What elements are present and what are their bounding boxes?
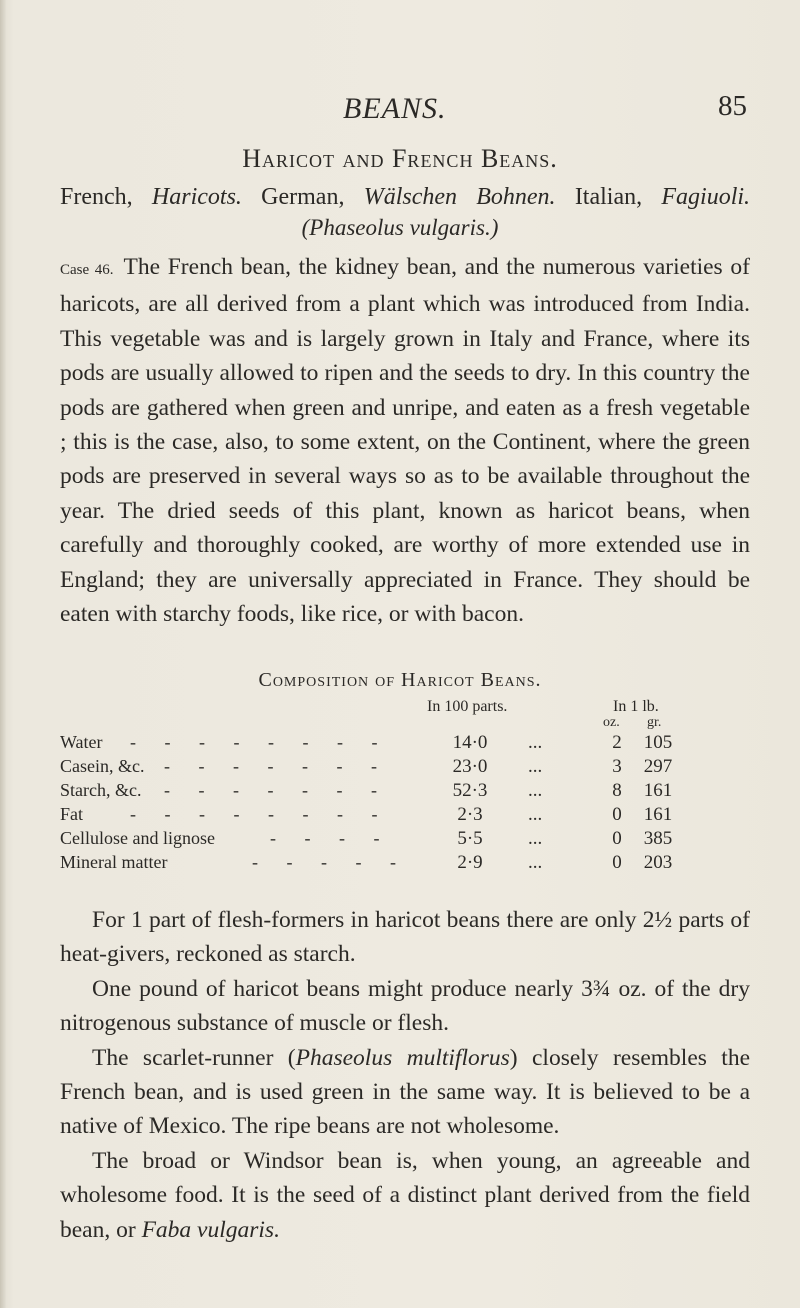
- lower-paragraphs: [60, 903, 750, 1247]
- page-gutter: [0, 0, 6, 1308]
- row-label: Starch, &c.: [60, 780, 142, 800]
- table-row: [0, 780, 800, 804]
- composition-title: Composition of Haricot Beans.: [258, 669, 542, 691]
- paragraph-nitrogenous: One pound of haricot beans might produce nearly 3¾ oz. of the dry nitrogenous substance of muscle or flesh.: [60, 975, 750, 1037]
- german-label: German,: [261, 184, 345, 210]
- row-gr: 203: [643, 852, 673, 873]
- row-percent: 52·3: [452, 780, 488, 801]
- row-oz: 3: [612, 756, 622, 777]
- row-oz: 8: [612, 780, 622, 801]
- row-oz: 0: [612, 804, 622, 825]
- row-dots: ...: [528, 732, 543, 753]
- row-dots: ...: [528, 756, 543, 777]
- row-dots: ...: [528, 828, 543, 849]
- table-row: [0, 852, 800, 876]
- italian-name: Fagiuoli.: [661, 184, 751, 210]
- broad-bean-latin: Faba vulgaris.: [141, 1216, 280, 1243]
- row-gr: 385: [643, 828, 673, 849]
- row-leader: - - - - - - - -: [130, 804, 390, 824]
- row-percent: 2·9: [457, 852, 483, 873]
- paragraph-scarlet-runner: [60, 1041, 750, 1144]
- row-leader: - - - - - - -: [164, 780, 389, 800]
- row-dots: ...: [528, 804, 543, 825]
- col-header-percent: In 100 parts.: [427, 698, 508, 715]
- row-percent: 23·0: [452, 756, 488, 777]
- paragraph-heat-givers: For 1 part of flesh-formers in haricot beans there are only 2½ parts of heat-givers, reckoned as starch.: [60, 907, 750, 968]
- row-label: Water: [60, 732, 103, 752]
- table-row: [0, 756, 800, 780]
- col-header-per-pound: In 1 lb.: [613, 698, 659, 715]
- page-number: 85: [718, 90, 747, 122]
- row-label: Mineral matter: [60, 852, 168, 872]
- paragraph-intro-text: The French bean, the kidney bean, and the numerous varieties of haricots, are all derived from a plant which was introduced from India. This vegetable was and is largely grown in Italy and France, where its pods are usually allowed to ripen and the seeds to dry. In this country the pods are gathered when green and unripe, and eaten as a fresh vegetable ; this is the case, also, to some extent, on the Continent, where the green pods are preserved in several ways so as to be available throughout the year. The dried seeds of this plant, known as haricot beans, when carefully and thoroughly cooked, are worthy of more extended use in England; they are universally appreciated in France. They should be eaten with starchy foods, like rice, or with bacon.: [60, 254, 750, 628]
- row-oz: 0: [612, 852, 622, 873]
- language-names: [60, 180, 750, 214]
- row-dots: ...: [528, 780, 543, 801]
- paragraph-intro: [60, 250, 750, 631]
- row-leader: - - - -: [270, 828, 392, 848]
- row-gr: 161: [643, 804, 673, 825]
- case-label: Case 46.: [60, 262, 114, 278]
- row-oz: 0: [612, 828, 622, 849]
- botanical-name: (Phaseolus vulgaris.): [301, 215, 499, 240]
- row-gr: 105: [643, 732, 673, 753]
- col-unit-gr: gr.: [647, 715, 662, 730]
- table-row: [0, 804, 800, 828]
- row-oz: 2: [612, 732, 622, 753]
- broad-bean-before: The broad or Windsor bean is, when young, an agreeable and wholesome food. It is the seed of a distinct plant derived from the field bean, or: [60, 1147, 750, 1243]
- row-percent: 14·0: [452, 732, 488, 753]
- row-dots: ...: [528, 852, 543, 873]
- scarlet-runner-before: The scarlet-runner (: [92, 1044, 296, 1071]
- french-name: Haricots.: [151, 184, 242, 210]
- scarlet-runner-latin: Phaseolus multiflorus: [295, 1044, 510, 1071]
- col-unit-oz: oz.: [603, 715, 620, 730]
- row-gr: 161: [643, 780, 673, 801]
- table-row: [0, 732, 800, 756]
- paragraph-broad-bean: [60, 1144, 750, 1247]
- row-percent: 2·3: [457, 804, 483, 825]
- row-label: Casein, &c.: [60, 756, 145, 776]
- table-row: [0, 828, 800, 852]
- running-title: BEANS.: [343, 92, 447, 125]
- french-label: French,: [60, 184, 133, 210]
- row-leader: - - - - - - - -: [130, 732, 390, 752]
- german-name: Wälschen Bohnen.: [363, 184, 556, 210]
- row-percent: 5·5: [457, 828, 483, 849]
- section-title: Haricot and French Beans.: [242, 144, 558, 173]
- row-gr: 297: [643, 756, 673, 777]
- row-label: Cellulose and lignose: [60, 828, 215, 848]
- italian-label: Italian,: [574, 184, 643, 210]
- row-leader: - - - - - - -: [164, 756, 389, 776]
- row-leader: - - - - -: [252, 852, 408, 872]
- scarlet-runner-after: ) closely resembles the French bean, and is used green in the same way. It is believed to be a native of Mexico. The ripe beans are not wholesome.: [60, 1044, 751, 1140]
- row-label: Fat: [60, 804, 84, 824]
- running-head: [0, 92, 800, 132]
